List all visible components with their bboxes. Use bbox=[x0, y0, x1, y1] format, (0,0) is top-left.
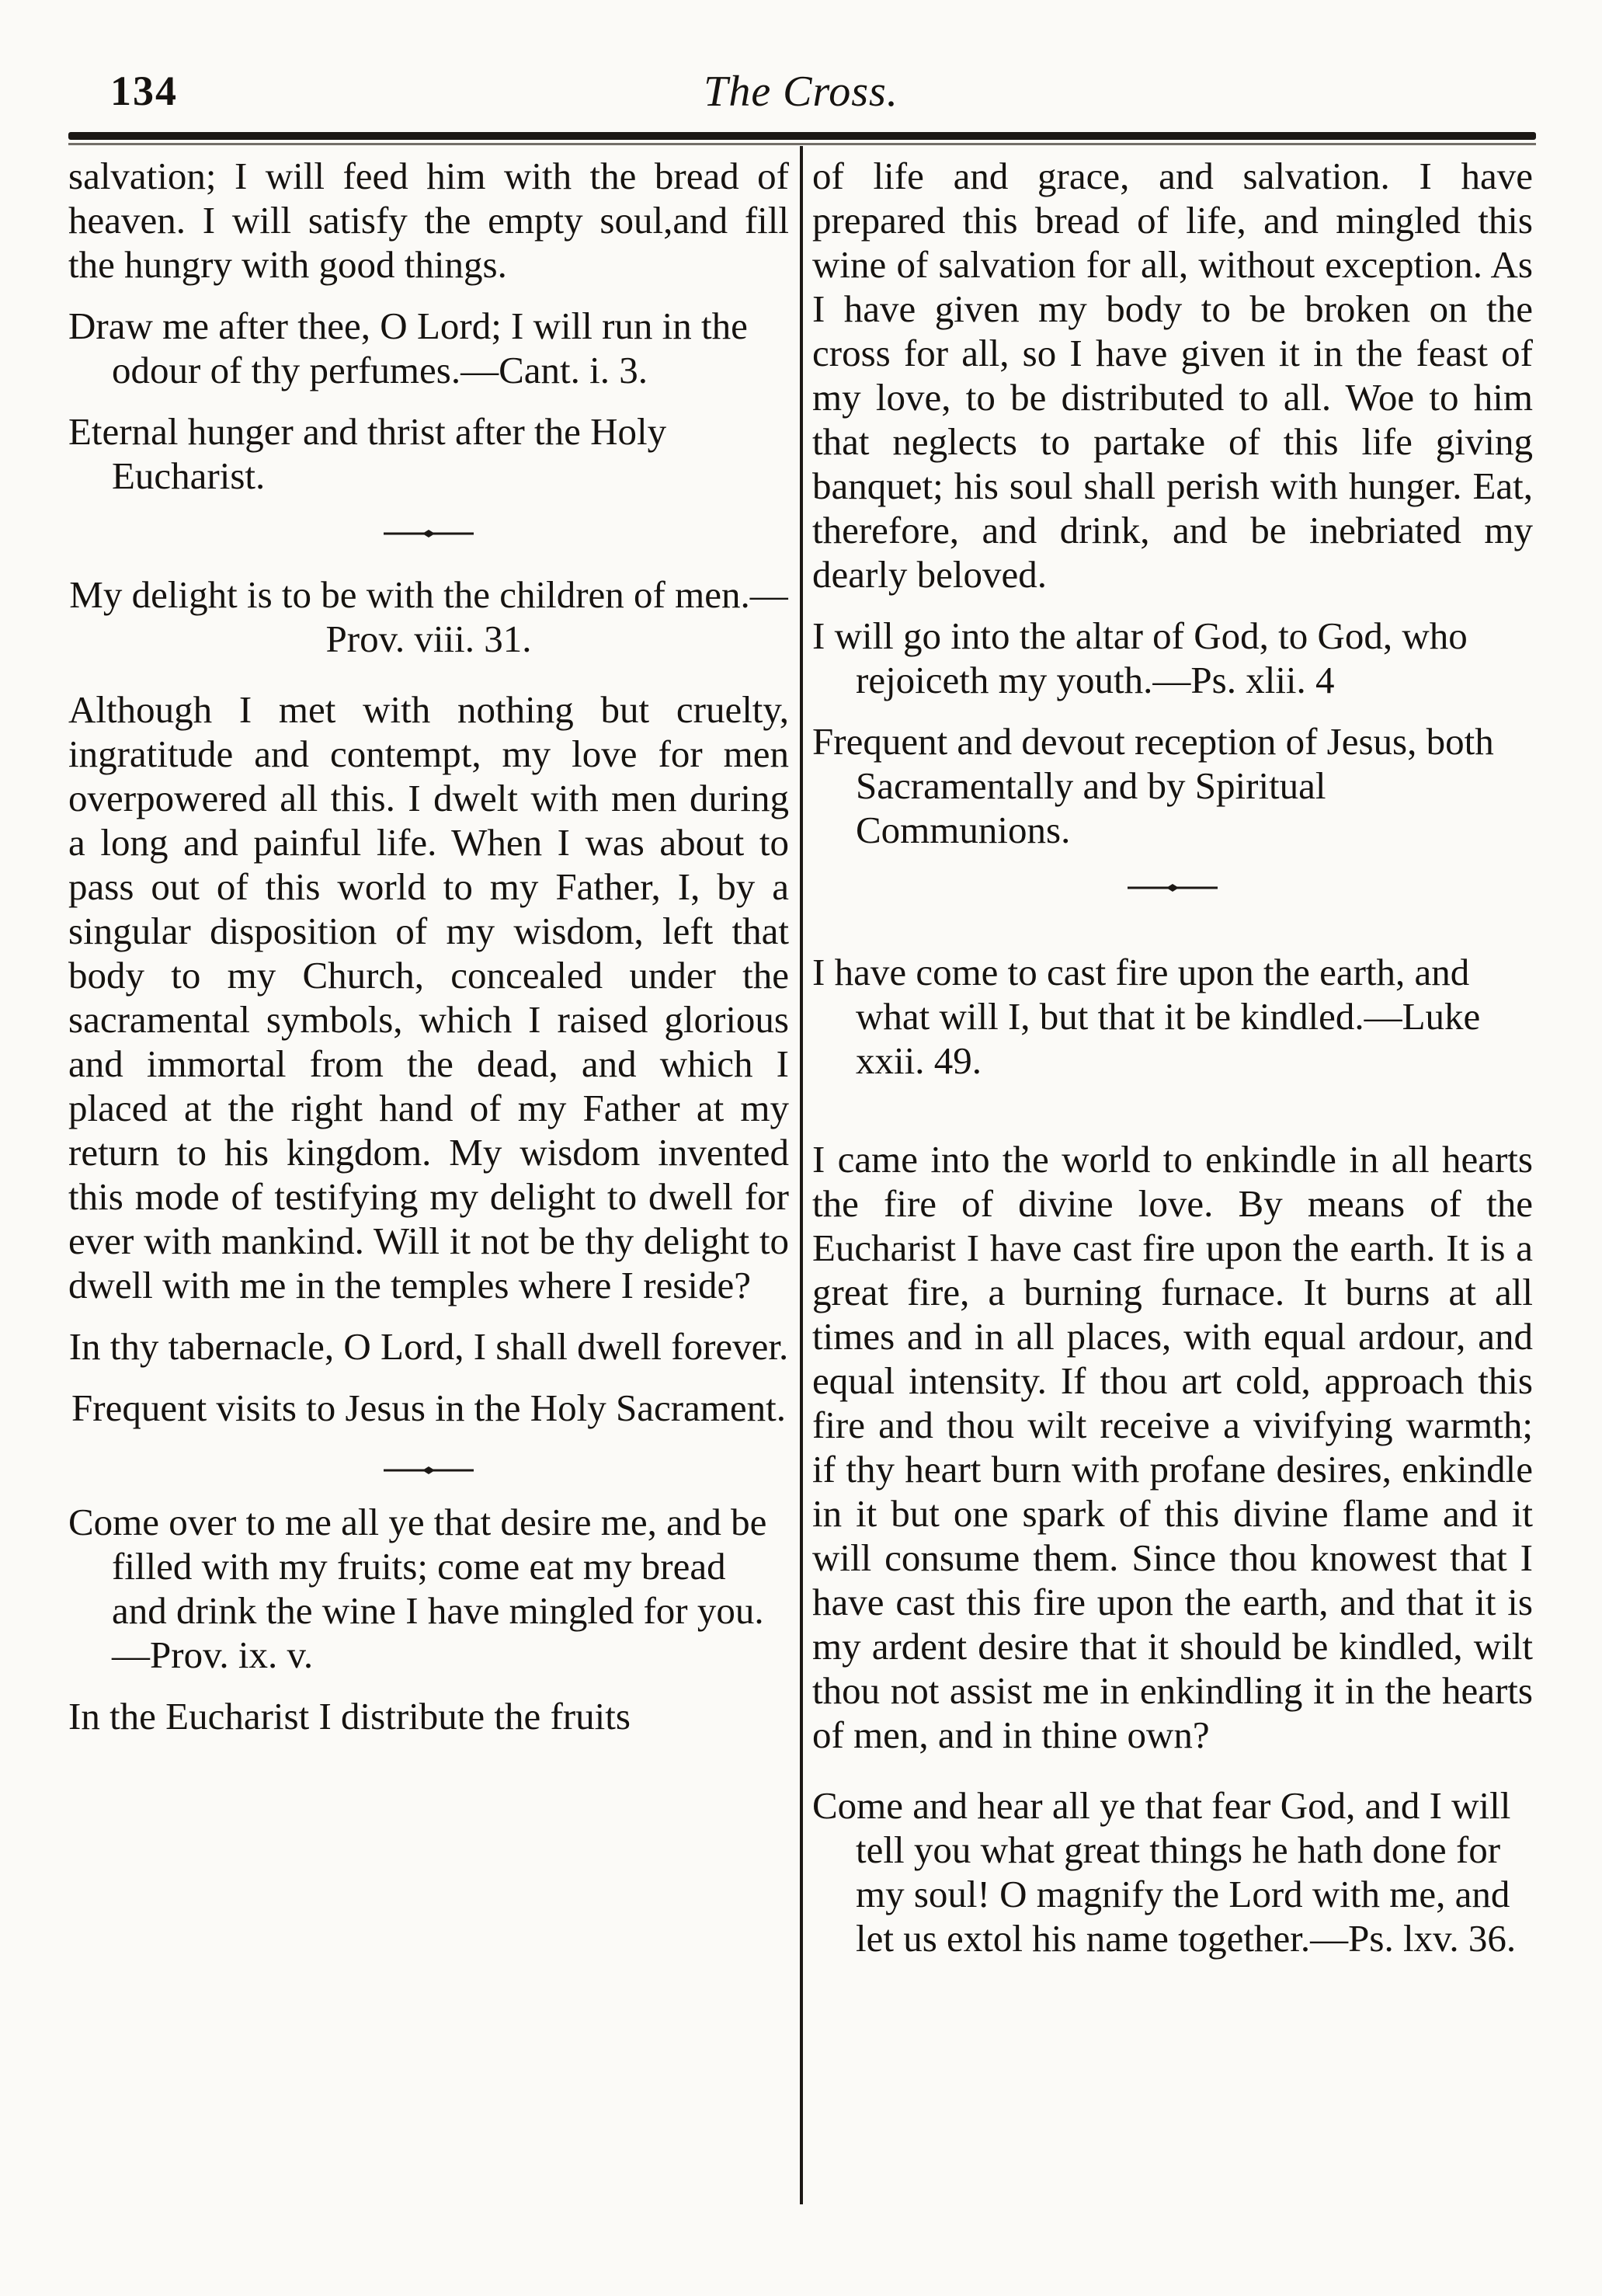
running-head: The Cross. bbox=[704, 68, 898, 116]
paragraph: Draw me after thee, O Lord; I will run in the odour of thy perfumes.—Cant. i. 3. bbox=[68, 304, 748, 391]
paragraph: I have come to cast fire upon the earth, and what will I, but that it be kindled.—Luke xxii. 49. bbox=[812, 951, 1481, 1082]
paragraph: I will go into the altar of God, to God, who rejoiceth my youth.—Ps. xlii. 4 bbox=[812, 614, 1468, 701]
paragraph: of life and grace, and salvation. I have prepared this bread of life, and mingled this wine of salvation for all, without exception. As I have given my body to be broken on the cross for all, so I have given it in the feast of my love, to be distributed to all. Woe to him that neglects to partake of this life giving banquet; his soul shall perish with hunger. Eat, therefore, and drink, and be inebriated my dearly beloved. bbox=[812, 155, 1533, 596]
page-number: 134 bbox=[110, 68, 178, 114]
column-divider bbox=[800, 146, 803, 2204]
paragraph: Although I met with nothing but cruelty, ingratitude and contempt, my love for men overpowered all this. I dwelt with men during a long and painful life. When I was about to pass out of this world to my Father, I, by a singular disposition of my wisdom, left that body to my Church, concealed under the sacramental symbols, which I raised glorious and immortal from the dead, and which I placed at the right hand of my Father at my return to his kingdom. My wisdom invented this mode of testifying my delight to dwell for ever with mankind. Will it not be thy delight to dwell with me in the temples where I reside? bbox=[68, 688, 789, 1306]
paragraph: Come and hear all ye that fear God, and I will tell you what great things he hath done for my soul! O magnify the Lord with me, and let us extol his name together.—Ps. lxv. 36. bbox=[812, 1784, 1517, 1960]
paragraph: Frequent visits to Jesus in the Holy Sacrament. bbox=[71, 1386, 786, 1429]
paragraph: I came into the world to enkindle in all hearts the fire of divine love. By means of the Eucharist I have cast fire upon the earth. It is a great fire, a burning furnace. It burns at all times and in all places, with equal ardour, and equal intensity. If thou art cold, approach this fire and thou wilt receive a vivifying warmth; if thy heart burn with profane desires, enkindle in it but one spark of this divine flame and it will consume them. Since thou knowest that I have cast this fire upon the earth, and that it is my ardent desire that it should be kindled, wilt thou not assist me in enkindling it in the hearts of men, and in thine own? bbox=[812, 1138, 1533, 1756]
left-column bbox=[68, 154, 789, 1738]
paragraph: Come over to me all ye that desire me, and be filled with my fruits; come eat my bread and drink the wine I have mingled for you.—Prov. ix. v. bbox=[68, 1501, 767, 1676]
paragraph: In thy tabernacle, O Lord, I shall dwell forever. bbox=[68, 1325, 789, 1368]
header-rule-thin bbox=[68, 143, 1536, 145]
section-ornament bbox=[812, 880, 1533, 896]
right-column bbox=[812, 154, 1533, 1960]
paragraph: My delight is to be with the children of men.—Prov. viii. 31. bbox=[69, 573, 788, 660]
section-ornament bbox=[68, 1463, 789, 1478]
paragraph: salvation; I will feed him with the bread of heaven. I will satisfy the empty soul,and fill the hungry with good things. bbox=[68, 155, 789, 286]
section-ornament bbox=[68, 526, 789, 541]
paragraph: In the Eucharist I distribute the fruits bbox=[68, 1695, 631, 1738]
paragraph: Frequent and devout reception of Jesus, both Sacramentally and by Spiritual Communions. bbox=[812, 720, 1494, 851]
header-rule bbox=[68, 132, 1536, 140]
paragraph: Eternal hunger and thrist after the Holy Eucharist. bbox=[68, 410, 667, 497]
